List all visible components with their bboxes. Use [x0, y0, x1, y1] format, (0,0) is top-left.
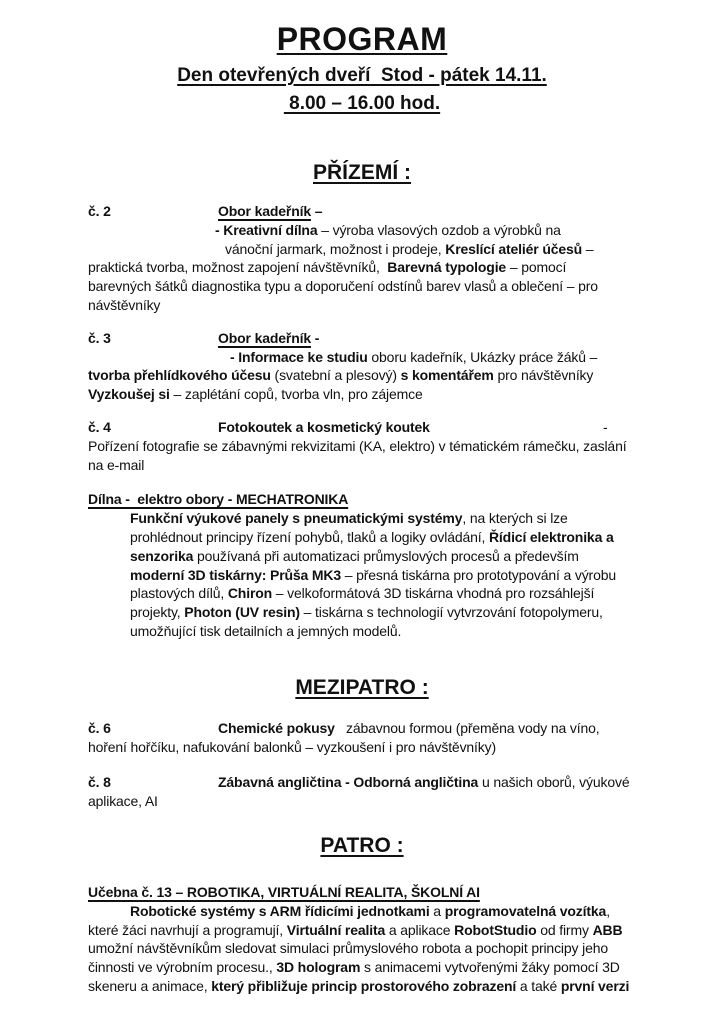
text-line [88, 418, 636, 437]
text-line [88, 603, 636, 622]
text-run: MEZIPATRO : [295, 675, 429, 699]
text-run: praktická tvorba, možnost zapojení návštěvníků, [88, 259, 388, 276]
text-line [88, 202, 636, 221]
text-line [88, 20, 636, 58]
section-heading-mezipatro [88, 675, 636, 701]
text-run: – zaplétání copů, tvorba vln, pro zájemce [169, 386, 423, 403]
program-item-c4 [88, 418, 636, 474]
text-run: a aplikace [385, 921, 455, 938]
text-line [88, 348, 636, 367]
text-run: projekty, [130, 604, 185, 621]
item-number: č. 6 [88, 719, 111, 736]
text-run: programovatelná vozítka [444, 902, 607, 919]
text-run: s komentářem [400, 367, 494, 384]
text-line [88, 773, 636, 792]
text-run: Barevná typologie [387, 259, 507, 276]
text-line [88, 509, 636, 528]
text-run: 3D hologram [276, 959, 361, 976]
text-run: – přesná tiskárna pro prototypování a výrobu [341, 566, 616, 583]
text-line [88, 64, 636, 88]
item-number: č. 2 [88, 203, 111, 219]
text-run: Vyzkoušej si [88, 386, 170, 403]
text-run: PŘÍZEMÍ : [313, 161, 411, 184]
item-number: č. 8 [88, 774, 111, 791]
text-line [88, 939, 636, 958]
text-run: , na kterých si lze [462, 510, 568, 527]
text-run: Kreslící ateliér účesů [445, 240, 583, 257]
section-heading-prizemi [88, 160, 636, 186]
text-run: u našich oborů, výukové [478, 774, 630, 791]
text-run: ABB [592, 921, 623, 938]
text-line [88, 366, 636, 385]
text-run: barevných šátků diagnostika typu a doporučení odstínů barev vlasů a oblečení – pro [88, 278, 598, 295]
program-item-ucebna-13 [88, 883, 636, 996]
text-line [88, 738, 636, 757]
program-item-c2 [88, 202, 636, 315]
text-line [88, 277, 636, 296]
text-run: – [310, 203, 323, 219]
program-item-dilna-mechatronika [88, 490, 636, 640]
text-run: činnosti ve výrobním procesu., [88, 959, 277, 976]
text-line [88, 92, 636, 116]
text-run: – tiskárna s technologií vytvrzování fotopolymeru, [299, 604, 603, 621]
text-line [88, 584, 636, 603]
text-line [88, 883, 636, 902]
text-run: umožňující tisk detailních a jemných modelů. [130, 622, 402, 639]
text-run: senzorika [130, 547, 194, 564]
text-line [88, 329, 636, 348]
event-time [88, 92, 636, 116]
text-run: - Informace ke studiu [230, 348, 368, 365]
text-run: Fotokoutek a kosmetický koutek [218, 418, 430, 435]
text-run: zábavnou formou (přeměna vody na víno, [334, 719, 600, 736]
text-run: Photon (UV resin) [184, 604, 300, 621]
text-line [88, 719, 636, 738]
text-run: Řídicí elektronika a [488, 528, 614, 545]
text-run: – pomocí [506, 259, 567, 276]
text-run: Dílna - elektro obory - MECHATRONIKA [88, 491, 349, 508]
text-run: - [310, 329, 320, 346]
text-run: Den otevřených dveří Stod - pátek 14.11. [177, 65, 547, 86]
text-run: na e-mail [88, 456, 145, 473]
text-line [88, 566, 636, 585]
text-run: které žáci navrhují a programují, [88, 921, 287, 938]
text-run: Zábavná angličtina - Odborná angličtina [218, 774, 479, 791]
text-run: Obor kadeřník [218, 329, 311, 346]
text-run: , [606, 902, 610, 919]
text-run: umožní návštěvníkům sledovat simulaci průmyslového robota a pochopit principy jeho [88, 940, 608, 957]
text-run: od firmy [536, 921, 593, 938]
item-number: č. 3 [88, 329, 111, 346]
text-run: oboru kadeřník, Ukázky práce žáků – [367, 348, 598, 365]
document-title [88, 20, 636, 58]
program-item-c8 [88, 773, 636, 811]
text-line [88, 456, 636, 475]
event-subtitle [88, 64, 636, 88]
text-run: Virtuální realita [286, 921, 386, 938]
text-line [88, 921, 636, 940]
text-run: 8.00 – 16.00 hod. [283, 93, 441, 114]
text-run: prohlédnout principy řízení pohybů, tlaků a logiky ovládání, [130, 528, 489, 545]
text-run: a [429, 902, 445, 919]
text-line [88, 437, 636, 456]
text-run: Robotické systémy s ARM řídicími jednotkami [130, 902, 430, 919]
text-run: PROGRAM [276, 21, 448, 57]
text-run: Učebna č. 13 – ROBOTIKA, VIRTUÁLNÍ REALITA, ŠKOLNÍ AI [88, 883, 480, 900]
text-run: aplikace, AI [88, 793, 158, 810]
text-run: který přibližuje princip prostorového zobrazení [211, 977, 517, 994]
text-run: – výroba vlasových ozdob a výrobků na [317, 221, 561, 238]
text-run: plastových dílů, [130, 585, 228, 602]
text-line [88, 792, 636, 811]
text-run: Chiron [227, 585, 273, 602]
text-run: Obor kadeřník [218, 203, 311, 219]
text-line [88, 902, 636, 921]
program-item-c3 [88, 329, 636, 404]
text-run: – velkoformátová 3D tiskárna vhodná pro rozsáhlejší [272, 585, 595, 602]
text-line [88, 240, 636, 259]
text-run: – [582, 240, 594, 257]
text-run: pro návštěvníky [493, 367, 594, 384]
text-run: hoření hořčíku, nafukování balonků – vyzkoušení i pro návštěvníky) [88, 738, 497, 755]
text-run: - Kreativní dílna [215, 221, 318, 238]
text-line [88, 977, 636, 996]
text-line [88, 958, 636, 977]
text-line [88, 385, 636, 404]
text-line [88, 221, 636, 240]
text-line [88, 296, 636, 315]
trailing-dash: - [603, 418, 608, 435]
text-line [88, 622, 636, 641]
text-run: Chemické pokusy [218, 719, 335, 736]
text-run: Funkční výukové panely s pneumatickými systémy [130, 510, 463, 527]
text-run: tvorba přehlídkového účesu [88, 367, 271, 384]
text-run: s animacemi vytvořenými žáky pomocí 3D [360, 959, 620, 976]
text-run: RobotStudio [454, 921, 537, 938]
text-line [88, 490, 636, 509]
text-line [88, 160, 636, 186]
text-run: (svatební a plesový) [270, 367, 401, 384]
text-run: a také [516, 977, 561, 994]
text-run: moderní 3D tiskárny: Průša MK3 [130, 566, 342, 583]
text-line [88, 258, 636, 277]
text-run: první verzi [560, 977, 630, 994]
text-line [88, 528, 636, 547]
text-run: skeneru a animace, [88, 977, 212, 994]
section-heading-patro [88, 833, 636, 859]
program-item-c6 [88, 719, 636, 757]
text-line [88, 675, 636, 701]
text-run: návštěvníky [88, 296, 161, 313]
text-line [88, 547, 636, 566]
text-run: používaná při automatizaci průmyslových procesů a především [193, 547, 579, 564]
text-run: Pořízení fotografie se zábavnými rekvizitami (KA, elektro) v tématickém rámečku, zaslání [88, 437, 627, 454]
text-line [88, 833, 636, 859]
item-number: č. 4 [88, 418, 111, 435]
text-run: vánoční jarmark, možnost i prodeje, [225, 240, 446, 257]
text-run: PATRO : [320, 833, 404, 857]
